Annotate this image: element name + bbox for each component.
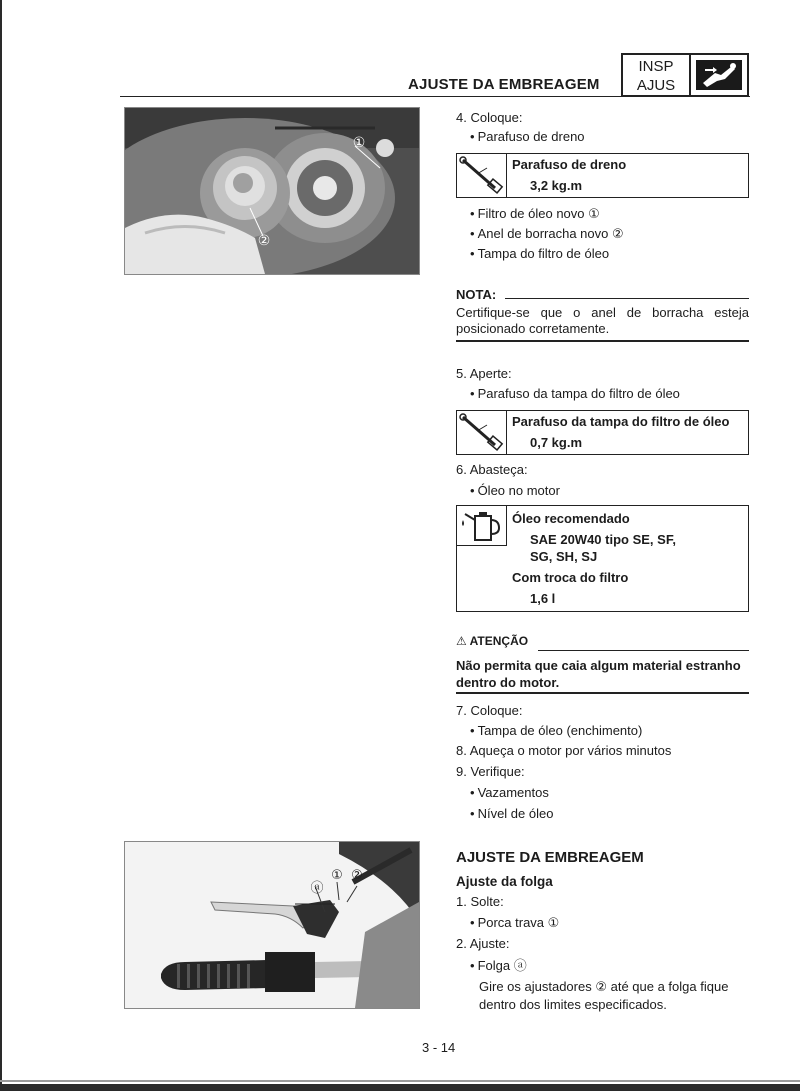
clutch-step2-item: • Folga ⓐ: [470, 958, 527, 974]
oil-spec-title: Óleo recomendado: [512, 511, 630, 526]
torque-wrench-icon: [457, 154, 507, 197]
section-title: AJUSTE DA EMBREAGEM: [456, 849, 644, 866]
clutch-step1-label: 1. Solte:: [456, 894, 504, 909]
atencao-text-line2: dentro do motor.: [456, 675, 560, 690]
step5-label: 5. Aperte:: [456, 366, 512, 381]
step8-label: 8. Aqueça o motor por vários minutos: [456, 743, 672, 758]
nota-label: NOTA:: [456, 287, 497, 302]
section-badge: [621, 53, 749, 97]
spec-title: Parafuso da tampa do filtro de óleo: [512, 414, 730, 429]
badge-line-1: INSP: [638, 58, 674, 75]
callout-1: ①: [352, 134, 366, 150]
atencao-heading: [456, 634, 528, 648]
clutch-step2-label: 2. Ajuste:: [456, 936, 510, 951]
oil-filter-photo: [124, 107, 420, 275]
callout-1: ①: [331, 867, 343, 882]
nota-text-line2: posicionado corretamente.: [456, 321, 610, 336]
page-bottom-edge: [0, 1084, 800, 1091]
warning-icon: ⚠: [456, 634, 467, 648]
atencao-text-line1: Não permita que caia algum material estranho: [456, 658, 741, 673]
nota-text-line1: Certifique-se que o anel de borracha esteja: [456, 305, 749, 320]
page-number: 3 - 14: [422, 1040, 456, 1055]
clutch-lever-photo: [124, 841, 420, 1009]
step9-label: 9. Verifique:: [456, 764, 525, 779]
clutch-step2-text-line1: Gire os ajustadores ② até que a folga fique: [479, 979, 729, 994]
spec-value: 0,7 kg.m: [530, 435, 583, 450]
atencao-label: ATENÇÃO: [469, 634, 529, 648]
step4-item-3: • Anel de borracha novo ②: [470, 226, 624, 242]
step5-item: • Parafuso da tampa do filtro de óleo: [470, 386, 680, 402]
oil-spec-line2: SG, SH, SJ: [530, 549, 598, 564]
oil-can-icon: [457, 506, 507, 546]
step6-label: 6. Abasteça:: [456, 462, 528, 477]
step7-label: 7. Coloque:: [456, 703, 523, 718]
clutch-step1-item: • Porca trava ①: [470, 915, 559, 931]
page-left-edge: [0, 0, 2, 1091]
oil-spec-box: [456, 505, 749, 612]
oil-spec-subtitle: Com troca do filtro: [512, 570, 629, 585]
oil-spec-value: 1,6 l: [530, 591, 556, 606]
step9-item-1: • Vazamentos: [470, 785, 549, 801]
badge-text: [623, 55, 691, 97]
callout-2: ②: [351, 867, 363, 882]
torque-wrench-icon: [457, 411, 507, 454]
clutch-step2-text-line2: dentro dos limites especificados.: [479, 997, 667, 1012]
torque-spec-filter-cover-bolt: [456, 410, 749, 455]
nota-bottom-rule: [456, 340, 749, 342]
step9-item-2: • Nível de óleo: [470, 806, 553, 822]
spec-value: 3,2 kg.m: [530, 178, 583, 193]
page-bottom-shadow: [0, 1080, 800, 1082]
step4-item-2: • Filtro de óleo novo ①: [470, 206, 600, 222]
step7-item: • Tampa de óleo (enchimento): [470, 723, 642, 739]
step6-item: • Óleo no motor: [470, 483, 560, 499]
torque-spec-drain-bolt: [456, 153, 749, 198]
wrench-hand-icon: [691, 55, 747, 95]
atencao-bottom-rule: [456, 692, 749, 694]
callout-a: ⓐ: [310, 880, 324, 895]
oil-spec-line1: SAE 20W40 tipo SE, SF,: [530, 532, 676, 547]
section-subtitle: Ajuste da folga: [456, 874, 553, 889]
callout-2: ②: [257, 232, 271, 248]
step4-item: • Parafuso de dreno: [470, 129, 585, 145]
step4-item-4: • Tampa do filtro de óleo: [470, 246, 609, 262]
nota-rule: [505, 298, 749, 299]
spec-title: Parafuso de dreno: [512, 157, 627, 172]
header-title: AJUSTE DA EMBREAGEM: [408, 76, 600, 93]
atencao-rule: [538, 650, 749, 651]
badge-line-2: AJUS: [636, 77, 676, 94]
step4-label: 4. Coloque:: [456, 110, 523, 125]
